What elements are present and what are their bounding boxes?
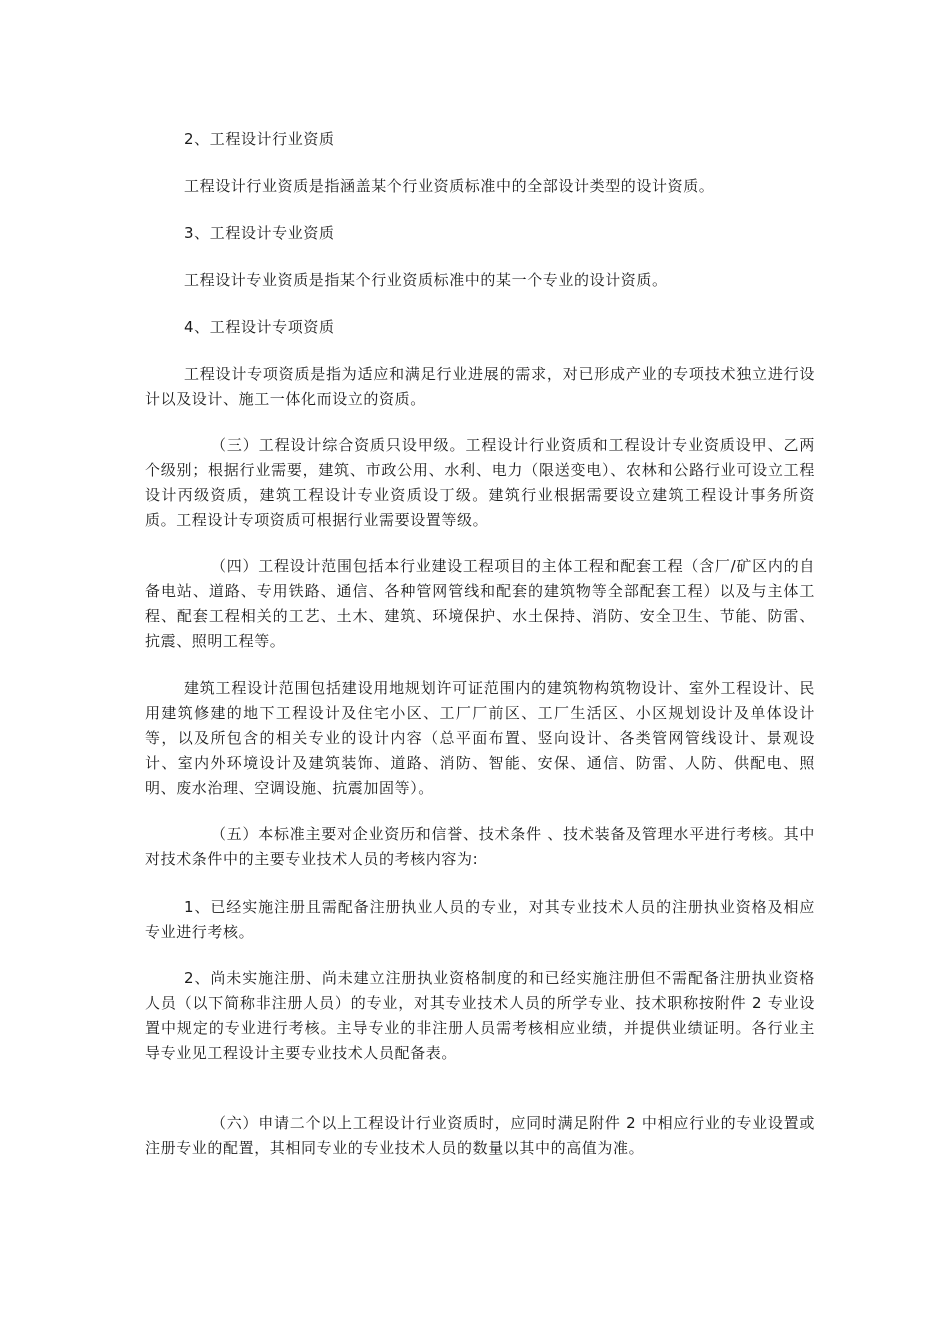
paragraph-specialty-qualification: 工程设计专业资质是指某个行业资质标准中的某一个专业的设计资质。 bbox=[184, 271, 668, 289]
paragraph-section-5: （五）本标准主要对企业资历和信誉、技术条件 、技术装备及管理水平进行考核。其中对技术条件中的主要专业技术人员的考核内容为: bbox=[145, 825, 815, 868]
paragraph-building-design-scope: 建筑工程设计范围包括建设用地规划许可证范围内的建筑物构筑物设计、室外工程设计、民用建筑修建的地下工程设计及住宅小区、工厂厂前区、工厂生活区、小区规划设计及单体设计等，以及所包含的相关专业的设计内容（总平面布置、竖向设计、各类管网管线设计、景观设计、室内外环境设计及建筑装饰、道路、消防、智能、安保、通信、防雷、人防、供配电、照明、废水治理、空调设施、抗震加固等）。 bbox=[145, 679, 815, 797]
heading-industry-qualification: 2、工程设计行业资质 bbox=[184, 130, 335, 148]
paragraph-special-item-qualification: 工程设计专项资质是指为适应和满足行业进展的需求，对已形成产业的专项技术独立进行设计以及设计、施工一体化而设立的资质。 bbox=[145, 365, 815, 408]
paragraph-section-6: （六）申请二个以上工程设计行业资质时，应同时满足附件 2 中相应行业的专业设置或注册专业的配置，其相同专业的专业技术人员的数量以其中的高值为准。 bbox=[145, 1114, 815, 1157]
paragraph-section-3: （三）工程设计综合资质只设甲级。工程设计行业资质和工程设计专业资质设甲、乙两个级别；根据行业需要，建筑、市政公用、水利、电力（限送变电）、农林和公路行业可设立工程设计丙级资质，建筑工程设计专业资质设丁级。建筑行业根据需要设立建筑工程设计事务所资质。工程设计专项资质可根据行业需要设置等级。 bbox=[145, 436, 815, 529]
paragraph-industry-qualification: 工程设计行业资质是指涵盖某个行业资质标准中的全部设计类型的设计资质。 bbox=[184, 177, 715, 195]
heading-specialty-qualification: 3、工程设计专业资质 bbox=[184, 224, 335, 242]
paragraph-item-2: 2、尚未实施注册、尚未建立注册执业资格制度的和已经实施注册但不需配备注册执业资格人员（以下简称非注册人员）的专业，对其专业技术人员的所学专业、技术职称按附件 2 专业设置中规定的专业进行考核。主导专业的非注册人员需考核相应业绩，并提供业绩证明。各行业主导专业见工程设计主要专业技术人员配备表。 bbox=[145, 969, 815, 1062]
paragraph-section-4: （四）工程设计范围包括本行业建设工程项目的主体工程和配套工程（含厂/矿区内的自备电站、道路、专用铁路、通信、各种管网管线和配套的建筑物等全部配套工程）以及与主体工程、配套工程相关的工艺、土木、建筑、环境保护、水土保持、消防、安全卫生、节能、防雷、抗震、照明工程等。 bbox=[145, 557, 815, 650]
heading-special-item-qualification: 4、工程设计专项资质 bbox=[184, 318, 335, 336]
paragraph-item-1: 1、已经实施注册且需配备注册执业人员的专业，对其专业技术人员的注册执业资格及相应专业进行考核。 bbox=[145, 898, 815, 941]
